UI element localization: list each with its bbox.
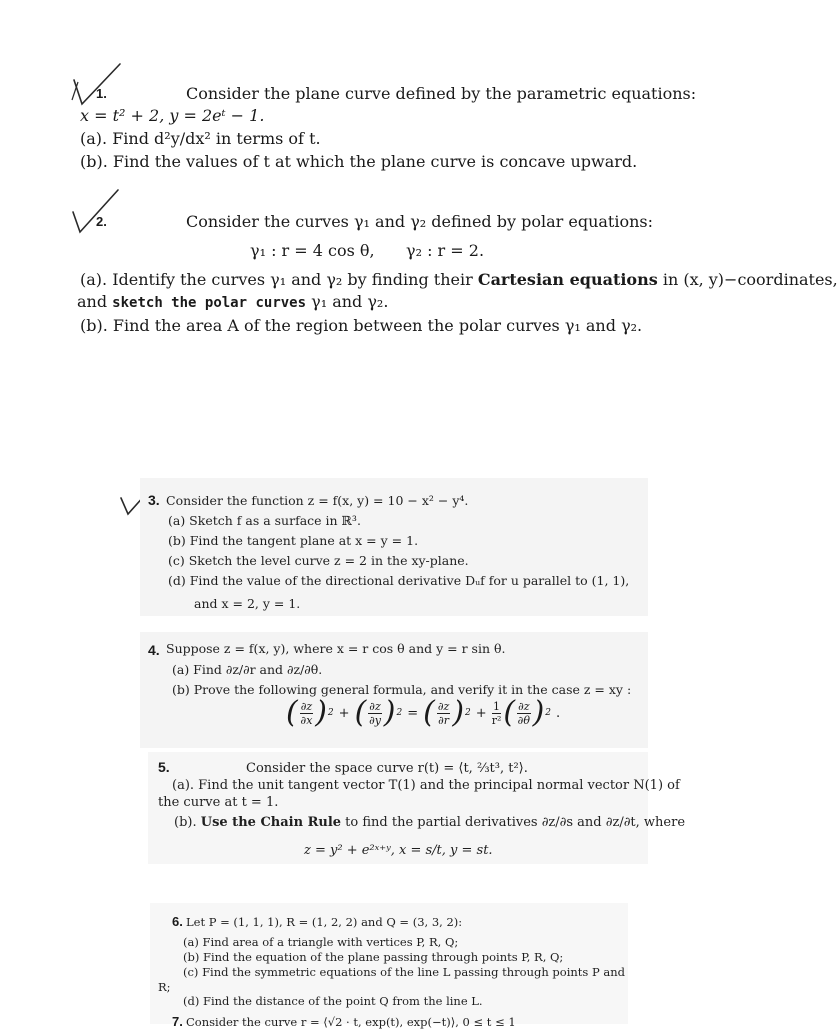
question-number: 1. (96, 86, 107, 101)
part-a: (a) Find area of a triangle with vertices P, R, Q; (183, 935, 459, 949)
question-intro: Consider the plane curve defined by the parametric equations: (186, 84, 697, 103)
part-c-continued: R; (158, 980, 171, 994)
part-a: (a). Find the unit tangent vector T(1) and the principal normal vector N(1) of (172, 778, 680, 793)
part-a: (a). Find d²y/dx² in terms of t. (80, 129, 321, 148)
polar-curve-1: γ₁ : r = 4 cos θ, (250, 241, 375, 260)
polar-curve-2: γ₂ : r = 2. (406, 241, 485, 260)
part-b: (b). Find the values of t at which the plane curve is concave upward. (80, 152, 638, 171)
part-b (174, 815, 685, 830)
part-c: (c) Sketch the level curve z = 2 in the xy-plane. (168, 553, 469, 568)
formula-exponent: 2 (327, 708, 334, 718)
question-number: 2. (96, 214, 107, 229)
question-number: 5. (158, 759, 170, 775)
question-intro: Consider the curves γ₁ and γ₂ defined by polar equations: (186, 212, 654, 231)
formula-term: ∂x (300, 713, 313, 727)
part-b-bold: Use the Chain Rule (200, 815, 342, 830)
question-intro: Let P = (1, 1, 1), R = (1, 2, 2) and Q = (3, 3, 2): (186, 915, 463, 929)
formula-term: ∂z (300, 699, 313, 713)
part-a-bold: Cartesian equations (477, 270, 658, 289)
formula-period: . (556, 705, 561, 721)
question-number: 4. (148, 642, 160, 658)
formula-exponent: 2 (545, 708, 552, 718)
question-equations: x = t² + 2, y = 2eᵗ − 1. (80, 106, 265, 125)
formula-term: ∂y (369, 713, 381, 727)
formula-term: ∂θ (517, 713, 530, 727)
formula-term: ∂z (369, 699, 381, 713)
part-a-continued: the curve at t = 1. (158, 795, 279, 810)
part-d: (d) Find the value of the directional derivative Dᵤf for u parallel to (1, 1), (168, 573, 630, 588)
formula-term: ∂z (437, 699, 450, 713)
formula-operator: + (475, 705, 487, 721)
formula-exponent: 2 (465, 708, 471, 718)
formula-term: ∂z (518, 699, 530, 713)
formula-term: 1 (493, 699, 501, 713)
part-b: (b). Find the area A of the region between the polar curves γ₁ and γ₂. (80, 316, 643, 335)
formula-term: ∂r (438, 713, 450, 727)
formula-operator: + (338, 705, 350, 721)
part-b-text-end: to find the partial derivatives ∂z/∂s and ∂z/∂t, where (341, 815, 686, 830)
part-a-text: and (77, 292, 113, 311)
part-d-continued: and x = 2, y = 1. (194, 596, 301, 611)
part-d: (d) Find the distance of the point Q from the line L. (183, 994, 483, 1008)
question-intro: Consider the curve r = ⟨√2 · t, exp(t), exp(−t)⟩, 0 ≤ t ≤ 1 (186, 1015, 516, 1029)
part-a-bold: sketch the polar curves (112, 295, 307, 311)
part-a-text-end: γ₁ and γ₂. (306, 292, 389, 311)
part-a (80, 270, 838, 289)
question-number: 6. (172, 914, 183, 929)
part-a: (a) Sketch f as a surface in ℝ³. (168, 513, 361, 528)
question-intro: Consider the function z = f(x, y) = 10 − x² − y⁴. (166, 493, 469, 508)
question-number: 7. (172, 1014, 183, 1029)
question-intro: Consider the space curve r(t) = ⟨t, ⅔t³, t²⟩. (246, 761, 528, 776)
part-b: (b) Find the tangent plane at x = y = 1. (168, 533, 419, 548)
part-a: (a) Find ∂z/∂r and ∂z/∂θ. (172, 662, 323, 677)
part-b: (b) Prove the following general formula, and verify it in the case z = xy : (172, 682, 632, 697)
question-intro: Suppose z = f(x, y), where x = r cos θ and y = r sin θ. (166, 641, 506, 656)
gradient-formula: ( $\frac{\partial z}{\partial x}$ ) 2 + ( $\frac{\partial z}{\partial y}$ ) 2 = ( $\frac{\partial z}{\partial r}$ ) 2 + $\frac{1}{\text{r²}}$ ( $\frac{\partial z}{\partial\theta}$ ) 2 . (286, 695, 561, 730)
part-b: (b) Find the equation of the plane passing through points P, R, Q; (183, 950, 564, 964)
part-b-text: (b). (174, 815, 201, 830)
question-number: 3. (148, 492, 160, 508)
formula-term: r² (491, 713, 502, 727)
formula-exponent: 2 (396, 708, 403, 718)
part-a-text: (a). Identify the curves γ₁ and γ₂ by finding their (80, 270, 478, 289)
part-a-text-end: in (x, y)−coordinates, (657, 270, 838, 289)
part-c: (c) Find the symmetric equations of the line L passing through points P and (183, 965, 625, 979)
part-a-continued (77, 292, 388, 311)
chain-rule-equations: z = y² + e²ˣ⁺ʸ, x = s/t, y = st. (304, 843, 493, 858)
formula-operator: = (407, 705, 419, 721)
